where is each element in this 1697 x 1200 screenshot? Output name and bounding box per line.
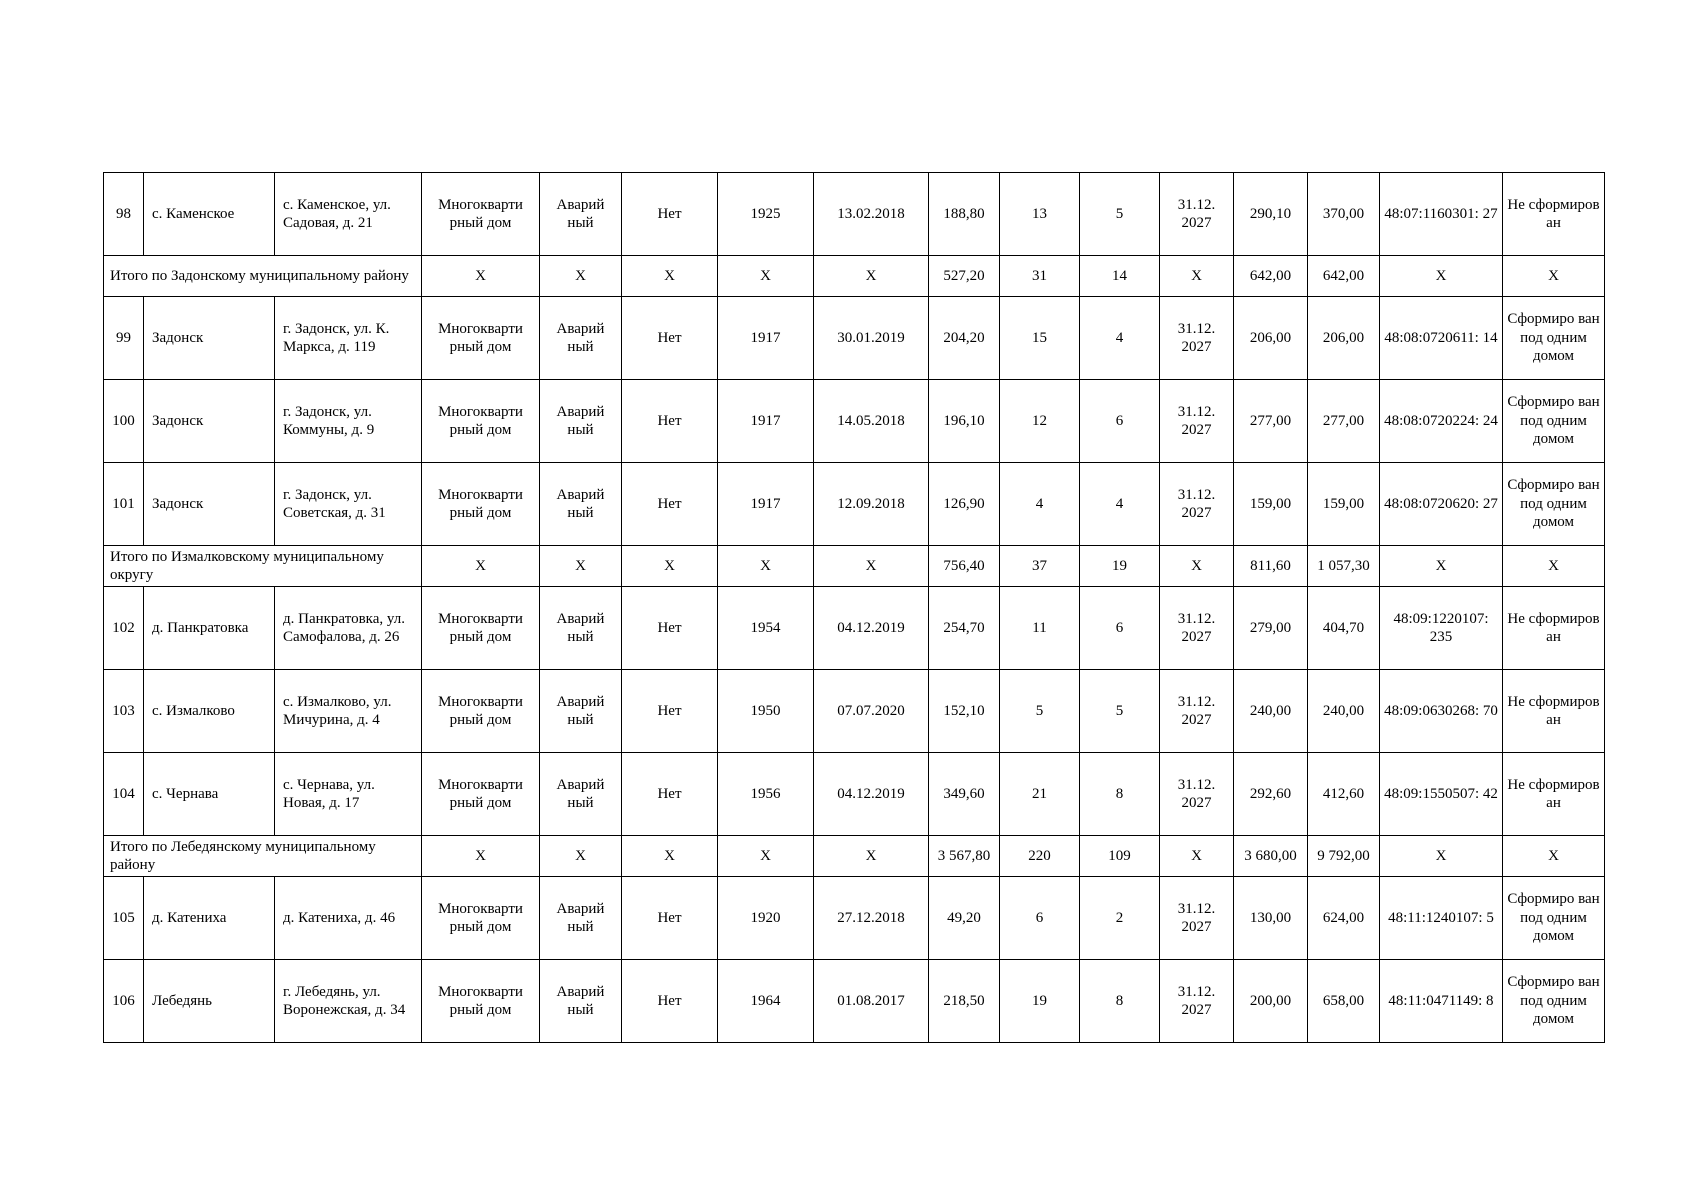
total-label: Итого по Задонскому муниципальному району [104,256,422,297]
table-row [104,960,1605,1043]
table-cell: д. Катениха, д. 46 [275,877,422,960]
table-cell: д. Панкратовка [144,587,275,670]
table-cell: Сформиро ван под одним домом [1503,877,1605,960]
table-cell: Не сформиров ан [1503,173,1605,256]
total-cell: 9 792,00 [1308,836,1380,877]
table-cell: 13 [1000,173,1080,256]
table-cell: 31.12. 2027 [1160,753,1234,836]
table-cell: 106 [104,960,144,1043]
table-cell: 1950 [718,670,814,753]
table-cell: д. Панкратовка, ул. Самофалова, д. 26 [275,587,422,670]
table-cell: 200,00 [1234,960,1308,1043]
table-cell: Нет [622,960,718,1043]
table-cell: Задонск [144,380,275,463]
table-cell: 126,90 [929,463,1000,546]
table-cell: 290,10 [1234,173,1308,256]
total-label: Итого по Измалковскому муниципальному округу [104,546,422,587]
total-cell: 19 [1080,546,1160,587]
table-cell: 2 [1080,877,1160,960]
table-cell: 5 [1000,670,1080,753]
table-cell: 159,00 [1308,463,1380,546]
table-cell: Нет [622,670,718,753]
table-row [104,753,1605,836]
table-cell: Сформиро ван под одним домом [1503,463,1605,546]
table-cell: Нет [622,753,718,836]
total-label: Итого по Лебедянскому муниципальному району [104,836,422,877]
table-cell: Не сформиров ан [1503,670,1605,753]
housing-table [103,172,1605,1043]
table-cell: Аварий ный [540,753,622,836]
table-cell: 19 [1000,960,1080,1043]
table-cell: 1956 [718,753,814,836]
table-cell: 48:07:1160301: 27 [1380,173,1503,256]
table-cell: 102 [104,587,144,670]
table-cell: 6 [1000,877,1080,960]
total-cell: 811,60 [1234,546,1308,587]
table-cell: 12 [1000,380,1080,463]
table-cell: Аварий ный [540,463,622,546]
table-cell: 104 [104,753,144,836]
table-cell: Аварий ный [540,380,622,463]
total-cell: X [1380,836,1503,877]
table-cell: Сформиро ван под одним домом [1503,297,1605,380]
total-cell: X [718,836,814,877]
total-cell: X [422,546,540,587]
table-cell: Нет [622,877,718,960]
table-cell: 12.09.2018 [814,463,929,546]
table-cell: 27.12.2018 [814,877,929,960]
table-cell: 240,00 [1308,670,1380,753]
table-cell: 1917 [718,463,814,546]
table-cell: Многокварти рный дом [422,463,540,546]
table-cell: 31.12. 2027 [1160,297,1234,380]
table-cell: Нет [622,587,718,670]
table-cell: 103 [104,670,144,753]
total-cell: 642,00 [1308,256,1380,297]
table-cell: Аварий ный [540,587,622,670]
table-cell: Многокварти рный дом [422,380,540,463]
total-row [104,256,1605,297]
total-cell: X [540,836,622,877]
total-cell: 37 [1000,546,1080,587]
table-cell: 404,70 [1308,587,1380,670]
total-cell: X [1503,546,1605,587]
table-cell: Аварий ный [540,670,622,753]
total-cell: X [718,546,814,587]
table-cell: 31.12. 2027 [1160,960,1234,1043]
table-cell: 13.02.2018 [814,173,929,256]
table-cell: 240,00 [1234,670,1308,753]
table-row [104,463,1605,546]
table-cell: 48:09:0630268: 70 [1380,670,1503,753]
table-cell: 292,60 [1234,753,1308,836]
table-row [104,297,1605,380]
table-cell: Сформиро ван под одним домом [1503,380,1605,463]
table-cell: 04.12.2019 [814,587,929,670]
table-cell: 48:09:1220107: 235 [1380,587,1503,670]
table-cell: 01.08.2017 [814,960,929,1043]
table-cell: с. Чернава [144,753,275,836]
table-cell: 277,00 [1308,380,1380,463]
table-cell: Многокварти рный дом [422,877,540,960]
table-cell: Лебедянь [144,960,275,1043]
table-cell: 8 [1080,753,1160,836]
total-cell: 31 [1000,256,1080,297]
table-cell: 07.07.2020 [814,670,929,753]
total-cell: X [622,546,718,587]
total-cell: X [1380,256,1503,297]
table-cell: 31.12. 2027 [1160,463,1234,546]
total-cell: X [622,256,718,297]
table-cell: 98 [104,173,144,256]
table-cell: 370,00 [1308,173,1380,256]
table-cell: 31.12. 2027 [1160,380,1234,463]
table-cell: 204,20 [929,297,1000,380]
table-cell: Аварий ный [540,297,622,380]
table-cell: с. Каменское, ул. Садовая, д. 21 [275,173,422,256]
table-cell: Многокварти рный дом [422,297,540,380]
table-cell: Многокварти рный дом [422,960,540,1043]
table-cell: 14.05.2018 [814,380,929,463]
table-cell: 30.01.2019 [814,297,929,380]
table-cell: 4 [1000,463,1080,546]
table-cell: 188,80 [929,173,1000,256]
table-cell: 1917 [718,297,814,380]
table-cell: 218,50 [929,960,1000,1043]
total-cell: 109 [1080,836,1160,877]
total-cell: X [1503,256,1605,297]
table-cell: 6 [1080,380,1160,463]
table-cell: 1920 [718,877,814,960]
table-cell: 624,00 [1308,877,1380,960]
table-cell: 21 [1000,753,1080,836]
table-cell: Нет [622,463,718,546]
table-cell: 412,60 [1308,753,1380,836]
table-cell: г. Задонск, ул. К. Маркса, д. 119 [275,297,422,380]
total-cell: 3 680,00 [1234,836,1308,877]
table-cell: Не сформиров ан [1503,753,1605,836]
table-cell: с. Измалково, ул. Мичурина, д. 4 [275,670,422,753]
table-cell: 48:08:0720611: 14 [1380,297,1503,380]
table-cell: Сформиро ван под одним домом [1503,960,1605,1043]
total-cell: 220 [1000,836,1080,877]
total-cell: X [422,256,540,297]
table-cell: 31.12. 2027 [1160,670,1234,753]
table-cell: 658,00 [1308,960,1380,1043]
table-cell: 101 [104,463,144,546]
total-cell: X [814,256,929,297]
table-cell: 206,00 [1234,297,1308,380]
table-cell: Многокварти рный дом [422,173,540,256]
table-cell: 48:11:0471149: 8 [1380,960,1503,1043]
table-cell: Многокварти рный дом [422,670,540,753]
table-cell: Не сформиров ан [1503,587,1605,670]
total-cell: X [1160,836,1234,877]
table-cell: г. Задонск, ул. Коммуны, д. 9 [275,380,422,463]
table-cell: 6 [1080,587,1160,670]
total-cell: X [814,836,929,877]
table-cell: 1964 [718,960,814,1043]
table-cell: 5 [1080,173,1160,256]
total-row [104,546,1605,587]
table-cell: 1917 [718,380,814,463]
table-cell: 1954 [718,587,814,670]
total-cell: 1 057,30 [1308,546,1380,587]
total-cell: X [814,546,929,587]
table-cell: г. Лебедянь, ул. Воронежская, д. 34 [275,960,422,1043]
table-cell: Нет [622,173,718,256]
total-cell: 3 567,80 [929,836,1000,877]
table-cell: 196,10 [929,380,1000,463]
table-cell: 105 [104,877,144,960]
table-cell: с. Каменское [144,173,275,256]
table-cell: Задонск [144,463,275,546]
table-cell: Многокварти рный дом [422,587,540,670]
table-cell: 5 [1080,670,1160,753]
table-cell: д. Катениха [144,877,275,960]
table-row [104,587,1605,670]
table-cell: 1925 [718,173,814,256]
table-cell: 48:08:0720620: 27 [1380,463,1503,546]
table-cell: 159,00 [1234,463,1308,546]
table-cell: с. Измалково [144,670,275,753]
table-cell: 48:11:1240107: 5 [1380,877,1503,960]
table-cell: 31.12. 2027 [1160,587,1234,670]
total-cell: X [422,836,540,877]
table-cell: 31.12. 2027 [1160,877,1234,960]
table-cell: 206,00 [1308,297,1380,380]
total-row [104,836,1605,877]
table-row [104,877,1605,960]
table-cell: 99 [104,297,144,380]
total-cell: 642,00 [1234,256,1308,297]
total-cell: X [622,836,718,877]
total-cell: 527,20 [929,256,1000,297]
table-row [104,380,1605,463]
table-cell: с. Чернава, ул. Новая, д. 17 [275,753,422,836]
table-cell: Многокварти рный дом [422,753,540,836]
table-cell: Аварий ный [540,877,622,960]
table-cell: Нет [622,297,718,380]
total-cell: X [540,256,622,297]
table-cell: 4 [1080,463,1160,546]
table-cell: Нет [622,380,718,463]
table-cell: 04.12.2019 [814,753,929,836]
table-row [104,173,1605,256]
total-cell: X [1380,546,1503,587]
table-cell: г. Задонск, ул. Советская, д. 31 [275,463,422,546]
table-cell: 31.12. 2027 [1160,173,1234,256]
total-cell: X [540,546,622,587]
table-cell: 11 [1000,587,1080,670]
table-cell: 152,10 [929,670,1000,753]
total-cell: 14 [1080,256,1160,297]
table-cell: 8 [1080,960,1160,1043]
table-cell: 277,00 [1234,380,1308,463]
table-cell: 15 [1000,297,1080,380]
table-cell: 49,20 [929,877,1000,960]
table-cell: 48:09:1550507: 42 [1380,753,1503,836]
table-cell: Аварий ный [540,960,622,1043]
table-cell: Задонск [144,297,275,380]
total-cell: 756,40 [929,546,1000,587]
table-cell: Аварий ный [540,173,622,256]
table-row [104,670,1605,753]
table-cell: 130,00 [1234,877,1308,960]
table-body [104,173,1605,1043]
total-cell: X [1160,546,1234,587]
total-cell: X [1503,836,1605,877]
table-cell: 100 [104,380,144,463]
table-cell: 349,60 [929,753,1000,836]
table-cell: 279,00 [1234,587,1308,670]
table-cell: 48:08:0720224: 24 [1380,380,1503,463]
total-cell: X [718,256,814,297]
total-cell: X [1160,256,1234,297]
table-cell: 254,70 [929,587,1000,670]
table-cell: 4 [1080,297,1160,380]
